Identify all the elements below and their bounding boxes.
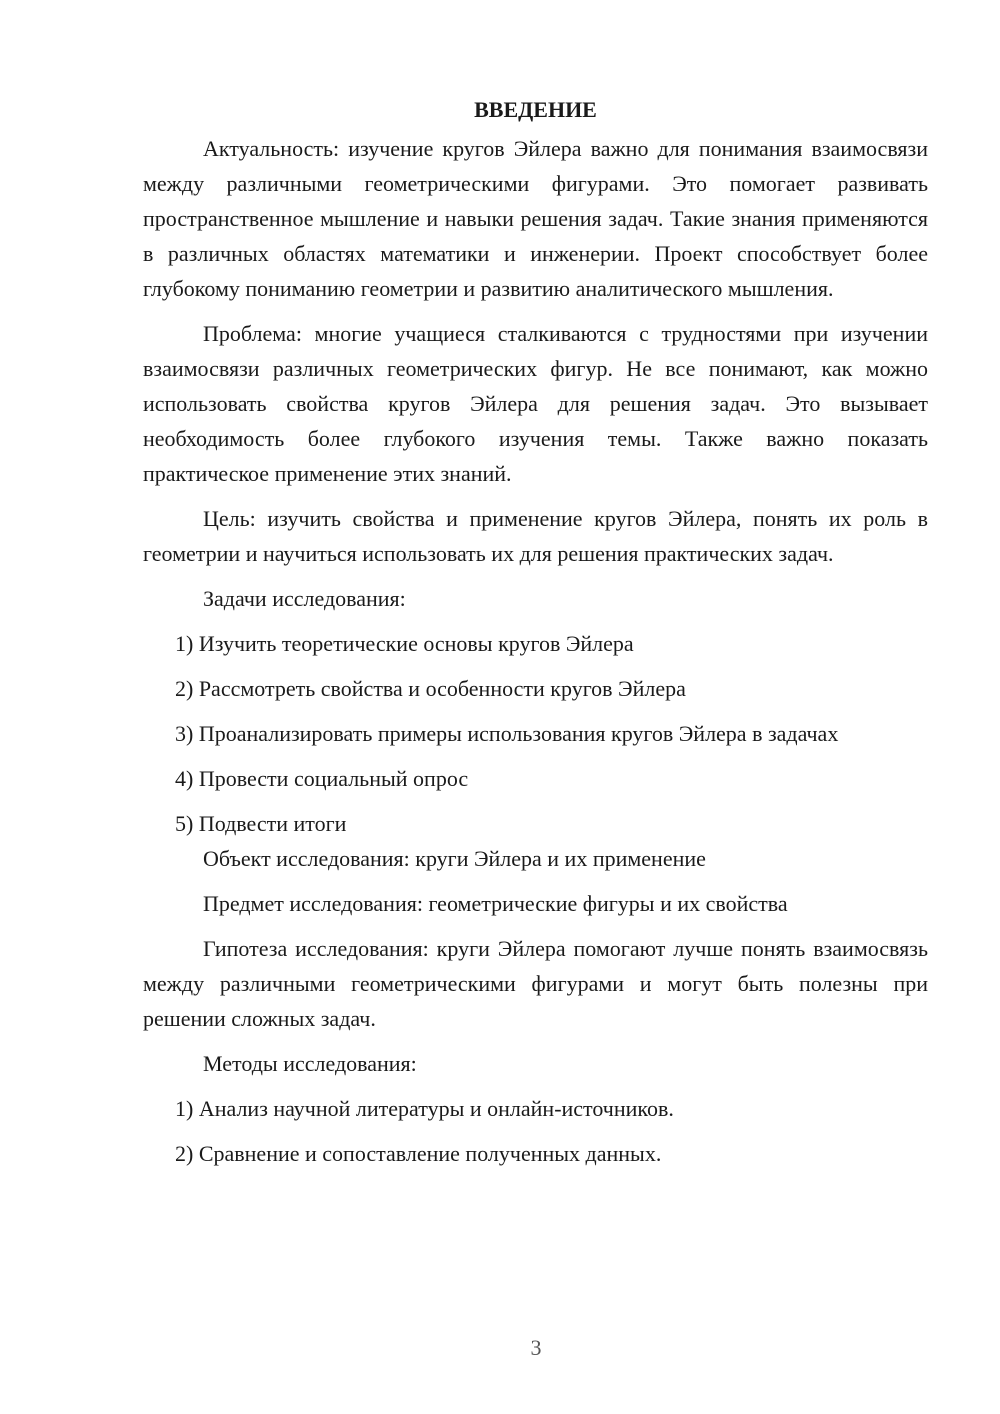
document-page bbox=[143, 92, 928, 1171]
spacer bbox=[143, 921, 928, 931]
spacer bbox=[143, 751, 928, 761]
page-number: 3 bbox=[530, 1335, 542, 1360]
spacer bbox=[143, 1036, 928, 1046]
spacer bbox=[143, 1081, 928, 1091]
spacer bbox=[143, 876, 928, 886]
section-title: ВВЕДЕНИЕ bbox=[474, 97, 597, 122]
spacer bbox=[143, 306, 928, 316]
spacer bbox=[143, 706, 928, 716]
goal-paragraph: Цель: изучить свойства и применение кругов Эйлера, понять их роль в геометрии и научиться использовать их для решения практических задач. bbox=[143, 506, 928, 566]
method-item: 1) Анализ научной литературы и онлайн-источников. bbox=[175, 1096, 674, 1121]
problem-paragraph: Проблема: многие учащиеся сталкиваются с трудностями при изучении взаимосвязи различных геометрических фигур. Не все понимают, как можно использовать свойства кругов Эйлера для решения задач. Это вызывает необходимость более глубокого изучения темы. Также важно показать практическое применение этих знаний. bbox=[143, 321, 928, 486]
spacer bbox=[143, 661, 928, 671]
tasks-heading: Задачи исследования: bbox=[203, 586, 406, 611]
spacer bbox=[143, 796, 928, 806]
spacer bbox=[143, 616, 928, 626]
method-item: 2) Сравнение и сопоставление полученных данных. bbox=[175, 1141, 662, 1166]
spacer bbox=[143, 571, 928, 581]
spacer bbox=[143, 1126, 928, 1136]
task-item: 3) Проанализировать примеры использования кругов Эйлера в задачах bbox=[175, 721, 839, 746]
task-item: 2) Рассмотреть свойства и особенности кругов Эйлера bbox=[175, 676, 686, 701]
task-item: 4) Провести социальный опрос bbox=[175, 766, 469, 791]
relevance-paragraph: Актуальность: изучение кругов Эйлера важно для понимания взаимосвязи между различными геометрическими фигурами. Это помогает развивать пространственное мышление и навыки решения задач. Такие знания применяются в различных областях математики и инженерии. Проект способствует более глубокому пониманию геометрии и развитию аналитического мышления. bbox=[143, 136, 928, 301]
task-item: 5) Подвести итоги bbox=[175, 811, 347, 836]
subject-paragraph: Предмет исследования: геометрические фигуры и их свойства bbox=[203, 891, 788, 916]
hypothesis-paragraph: Гипотеза исследования: круги Эйлера помогают лучше понять взаимосвязь между различными геометрическими фигурами и могут быть полезны при решении сложных задач. bbox=[143, 936, 928, 1031]
methods-heading: Методы исследования: bbox=[203, 1051, 417, 1076]
object-paragraph: Объект исследования: круги Эйлера и их применение bbox=[203, 846, 706, 871]
spacer bbox=[143, 491, 928, 501]
task-item: 1) Изучить теоретические основы кругов Эйлера bbox=[175, 631, 634, 656]
